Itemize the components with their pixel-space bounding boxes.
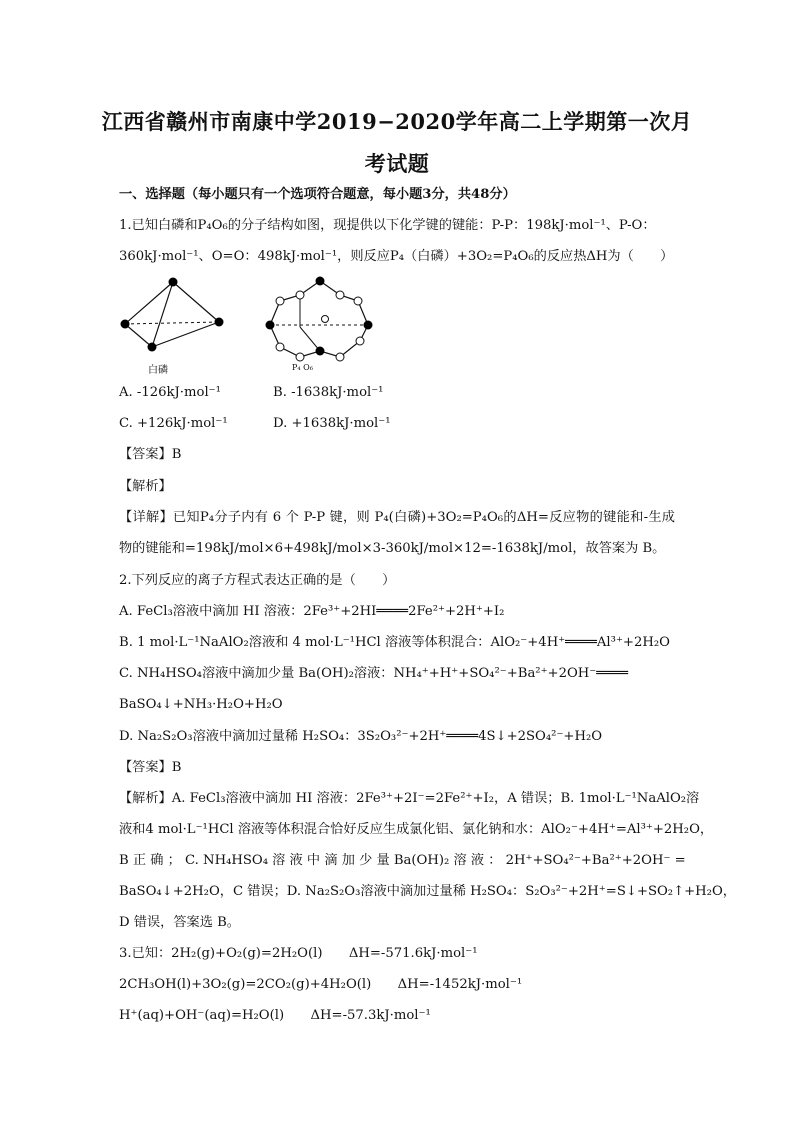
q1-option-b: B. -1638kJ·mol⁻¹ [273,385,384,400]
q1-option-c: C. +126kJ·mol⁻¹ [119,416,228,431]
q3-equation-3: H⁺(aq)+OH⁻(aq)=H₂O(l) ΔH=-57.3kJ·mol⁻¹ [119,1008,431,1023]
q1-detail-line2: 物的键能和=198kJ/mol×6+498kJ/mol×3-360kJ/mol×12=-1638kJ/mol，故答案为 B。 [119,541,666,556]
q2-option-b: B. 1 mol·L⁻¹NaAlO₂溶液和 4 mol·L⁻¹HCl 溶液等体积混合：AlO₂⁻+4H⁺════Al³⁺+2H₂O [119,635,670,650]
q2-analysis-line1: 【解析】A. FeCl₃溶液中滴加 HI 溶液：2Fe³⁺+2I⁻=2Fe²⁺+I₂，A 错误；B. 1mol·L⁻¹NaAlO₂溶 [119,791,700,806]
q1-answer: 【答案】B [119,447,182,462]
q2-option-c: C. NH₄HSO₄溶液中滴加少量 Ba(OH)₂溶液：NH₄⁺+H⁺+SO₄²⁻+Ba²⁺+2OH⁻════ [119,666,629,681]
q2-option-a: A. FeCl₃溶液中滴加 HI 溶液：2Fe³⁺+2HI════2Fe²⁺+2H⁺+I₂ [119,604,505,619]
page-title-continued: 考试题 [364,151,430,176]
q1-option-d: D. +1638kJ·mol⁻¹ [273,416,391,431]
q1-stem-line1: 1.已知白磷和P₄O₆的分子结构如图，现提供以下化学键的键能：P-P：198kJ·mol⁻¹、P-O： [119,218,656,233]
q1-detail-line1: 【详解】已知P₄分子内有 6 个 P-P 键，则 P₄(白磷)+3O₂=P₄O₆的ΔH=反应物的键能和-生成 [119,510,675,525]
p4o6-label: P₄ O₆ [292,363,313,372]
q1-stem-line2: 360kJ·mol⁻¹、O=O：498kJ·mol⁻¹，则反应P₄（白磷）+3O₂=P₄O₆的反应热ΔH为（ ） [119,249,674,264]
q2-option-c-continued: BaSO₄↓+NH₃·H₂O+H₂O [119,697,283,712]
q2-stem: 2.下列反应的离子方程式表达正确的是（ ） [119,573,396,588]
q3-stem: 3.已知：2H₂(g)+O₂(g)=2H₂O(l) ΔH=-571.6kJ·mol⁻¹ [119,946,478,961]
p4o6-diagram [266,277,373,362]
q2-analysis-line3: B 正 确 ； C. NH₄HSO₄ 溶 液 中 滴 加 少 量 Ba(OH)₂ 溶 液 ： 2H⁺+SO₄²⁻+Ba²⁺+2OH⁻ = [119,853,686,868]
q2-option-d: D. Na₂S₂O₃溶液中滴加过量稀 H₂SO₄：3S₂O₃²⁻+2H⁺════4S↓+2SO₄²⁻+H₂O [119,729,603,744]
q1-analysis-heading: 【解析】 [119,479,172,494]
q2-analysis-line2: 液和4 mol·L⁻¹HCl 溶液等体积混合恰好反应生成氯化铝、氯化钠和水：AlO₂⁻+4H⁺=Al³⁺+2H₂O， [119,822,714,837]
q2-analysis-line5: D 错误，答案选 B。 [119,915,240,930]
white-phosphorus-diagram [121,278,224,352]
q2-analysis-line4: BaSO₄↓+2H₂O，C 错误；D. Na₂S₂O₃溶液中滴加过量稀 H₂SO₄：S₂O₃²⁻+2H⁺=S↓+SO₂↑+H₂O， [119,884,736,899]
white-phosphorus-label: 白磷 [148,365,168,376]
q2-answer: 【答案】B [119,760,182,775]
page-title: 江西省赣州市南康中学2019−2020学年高二上学期第一次月 [101,109,693,134]
section-heading: 一、选择题（每小题只有一个选项符合题意，每小题3分，共48分） [119,187,516,202]
q3-equation-2: 2CH₃OH(l)+3O₂(g)=2CO₂(g)+4H₂O(l) ΔH=-1452kJ·mol⁻¹ [119,977,523,992]
q1-option-a: A. -126kJ·mol⁻¹ [119,385,221,400]
